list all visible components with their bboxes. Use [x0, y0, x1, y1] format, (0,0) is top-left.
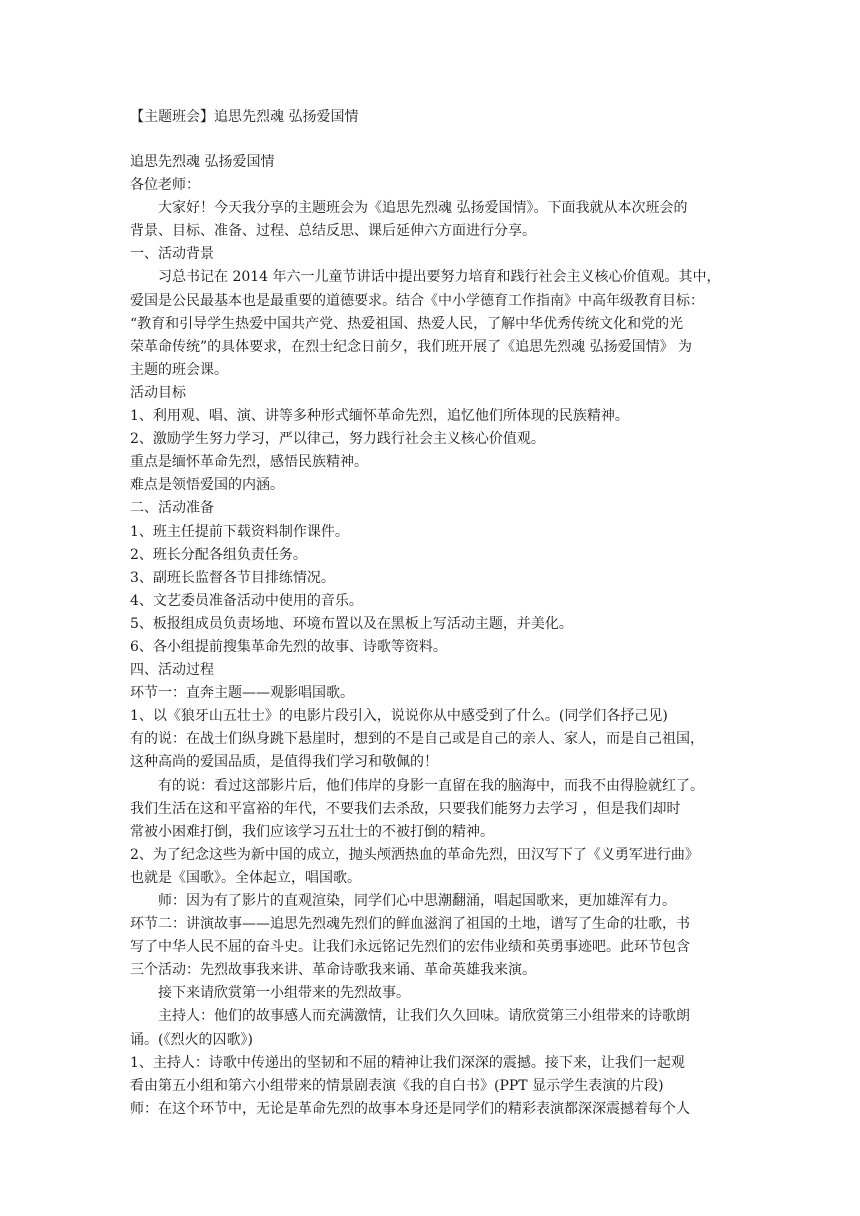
paragraph-line: 重点是缅怀革命先烈，感悟民族精神。 — [130, 454, 368, 471]
paragraph-line: 也就是《国歌》。全体起立，唱国歌。 — [130, 869, 361, 886]
paragraph-line: 师：因为有了影片的直观渲染，同学们心中思潮翻涌，唱起国歌来，更加雄浑有力。 — [158, 893, 676, 909]
paragraph-line: 难点是领悟爱国的内涵。 — [130, 477, 284, 494]
paragraph-line: “教育和引导学生热爱中国共产党、热爱祖国、热爱人民，了解中华优秀传统文化和党的光 — [130, 315, 684, 332]
paragraph-line: 2、班长分配各组负责任务。 — [130, 546, 307, 563]
paragraph-line: 写了中华人民不屈的奋斗史。让我们永远铭记先烈们的宏伟业绩和英勇事迹吧。此环节包含 — [130, 939, 690, 956]
paragraph-line: 6、各小组提前搜集革命先烈的故事、诗歌等资料。 — [130, 638, 447, 655]
paragraph-line: 3、副班长监督各节目排练情况。 — [130, 569, 335, 586]
paragraph-line: 一、活动背景 — [130, 246, 214, 263]
paragraph-line: 这种高尚的爱国品质，是值得我们学习和敬佩的！ — [130, 754, 438, 771]
paragraph-line: 我们生活在这和平富裕的年代，不要我们去杀敌，只要我们能努力去学习 ，但是我们却时 — [130, 800, 681, 817]
paragraph-line: 看由第五小组和第六小组带来的情景剧表演《我的自白书》(PPT 显示学生表演的片段) — [130, 1077, 664, 1094]
paragraph-line: 有的说：看过这部影片后，他们伟岸的身影一直留在我的脑海中，而我不由得脸就红了。 — [158, 777, 704, 794]
paragraph-line: 1、主持人：诗歌中传递出的坚韧和不屈的精神让我们深深的震撼。接下来，让我们一起观 — [130, 1054, 685, 1071]
paragraph-line: 主题的班会课。 — [130, 361, 228, 378]
paragraph-line: 1、利用观、唱、演、讲等多种形式缅怀革命先烈，追忆他们所体现的民族精神。 — [130, 408, 629, 425]
paragraph-line: 活动目标 — [130, 384, 186, 401]
paragraph-line: 诵。(《烈火的囚歌》) — [130, 1031, 253, 1048]
paragraph-line: 荣革命传统”的具体要求，在烈士纪念日前夕，我们班开展了《追思先烈魂 弘扬爱国情》 为 — [130, 338, 693, 355]
paragraph-line: 四、活动过程 — [130, 662, 214, 679]
paragraph-line: 二、活动准备 — [130, 500, 214, 517]
paragraph-line: 各位老师： — [130, 177, 200, 194]
paragraph-line: 追思先烈魂 弘扬爱国情 — [130, 154, 275, 170]
paragraph-line: 主持人：他们的故事感人而充满激情，让我们久久回味。请欣赏第三小组带来的诗歌朗 — [158, 1008, 690, 1025]
paragraph-line: 三个活动：先烈故事我来讲、革命诗歌我来诵、革命英雄我来演。 — [130, 962, 536, 979]
paragraph-line: 大家好！今天我分享的主题班会为《追思先烈魂 弘扬爱国情》。下面我就从本次班会的 — [158, 200, 688, 217]
paragraph-line: 爱国是公民最基本也是最重要的道德要求。结合《中小学德育工作指南》中高年级教育目标： — [130, 292, 704, 309]
paragraph-line: 2、为了纪念这些为新中国的成立，抛头颅洒热血的革命先烈，田汉写下了《义勇军进行曲》 — [130, 846, 699, 863]
paragraph-line: 师：在这个环节中，无论是革命先烈的故事本身还是同学们的精彩表演都深深震撼着每个人 — [130, 1100, 690, 1117]
blank-line — [130, 128, 740, 151]
document-page — [130, 106, 740, 1121]
paragraph-line: 有的说：在战士们纵身跳下悬崖时，想到的不是自己或是自己的亲人、家人，而是自己祖国， — [130, 731, 704, 748]
paragraph-line: 5、板报组成员负责场地、环境布置以及在黑板上写活动主题，并美化。 — [130, 615, 573, 632]
paragraph-line: 习总书记在 2014 年六一儿童节讲话中提出要努力培育和践行社会主义核心价值观。其中， — [158, 269, 721, 286]
paragraph-line: 4、文艺委员准备活动中使用的音乐。 — [130, 592, 363, 609]
paragraph-line: 环节一：直奔主题——观影唱国歌。 — [130, 685, 354, 702]
paragraph-line: 1、班主任提前下载资料制作课件。 — [130, 523, 349, 540]
document-body — [130, 151, 740, 1121]
paragraph-line: 2、激励学生努力学习，严以律己，努力践行社会主义核心价值观。 — [130, 431, 545, 448]
paragraph-line: 接下来请欣赏第一小组带来的先烈故事。 — [158, 985, 410, 1002]
paragraph-line: 背景、目标、准备、过程、总结反思、课后延伸六方面进行分享。 — [130, 223, 536, 240]
paragraph-line: 1、以《狼牙山五壮士》的电影片段引入，说说你从中感受到了什么。(同学们各抒己见) — [130, 708, 668, 725]
paragraph-line: 环节二：讲演故事——追思先烈魂先烈们的鲜血滋润了祖国的土地，谱写了生命的壮歌，书 — [130, 916, 690, 933]
paragraph-line: 常被小困难打倒，我们应该学习五壮士的不被打倒的精神。 — [130, 823, 494, 840]
document-title: 【主题班会】追思先烈魂 弘扬爱国情 — [130, 109, 359, 125]
